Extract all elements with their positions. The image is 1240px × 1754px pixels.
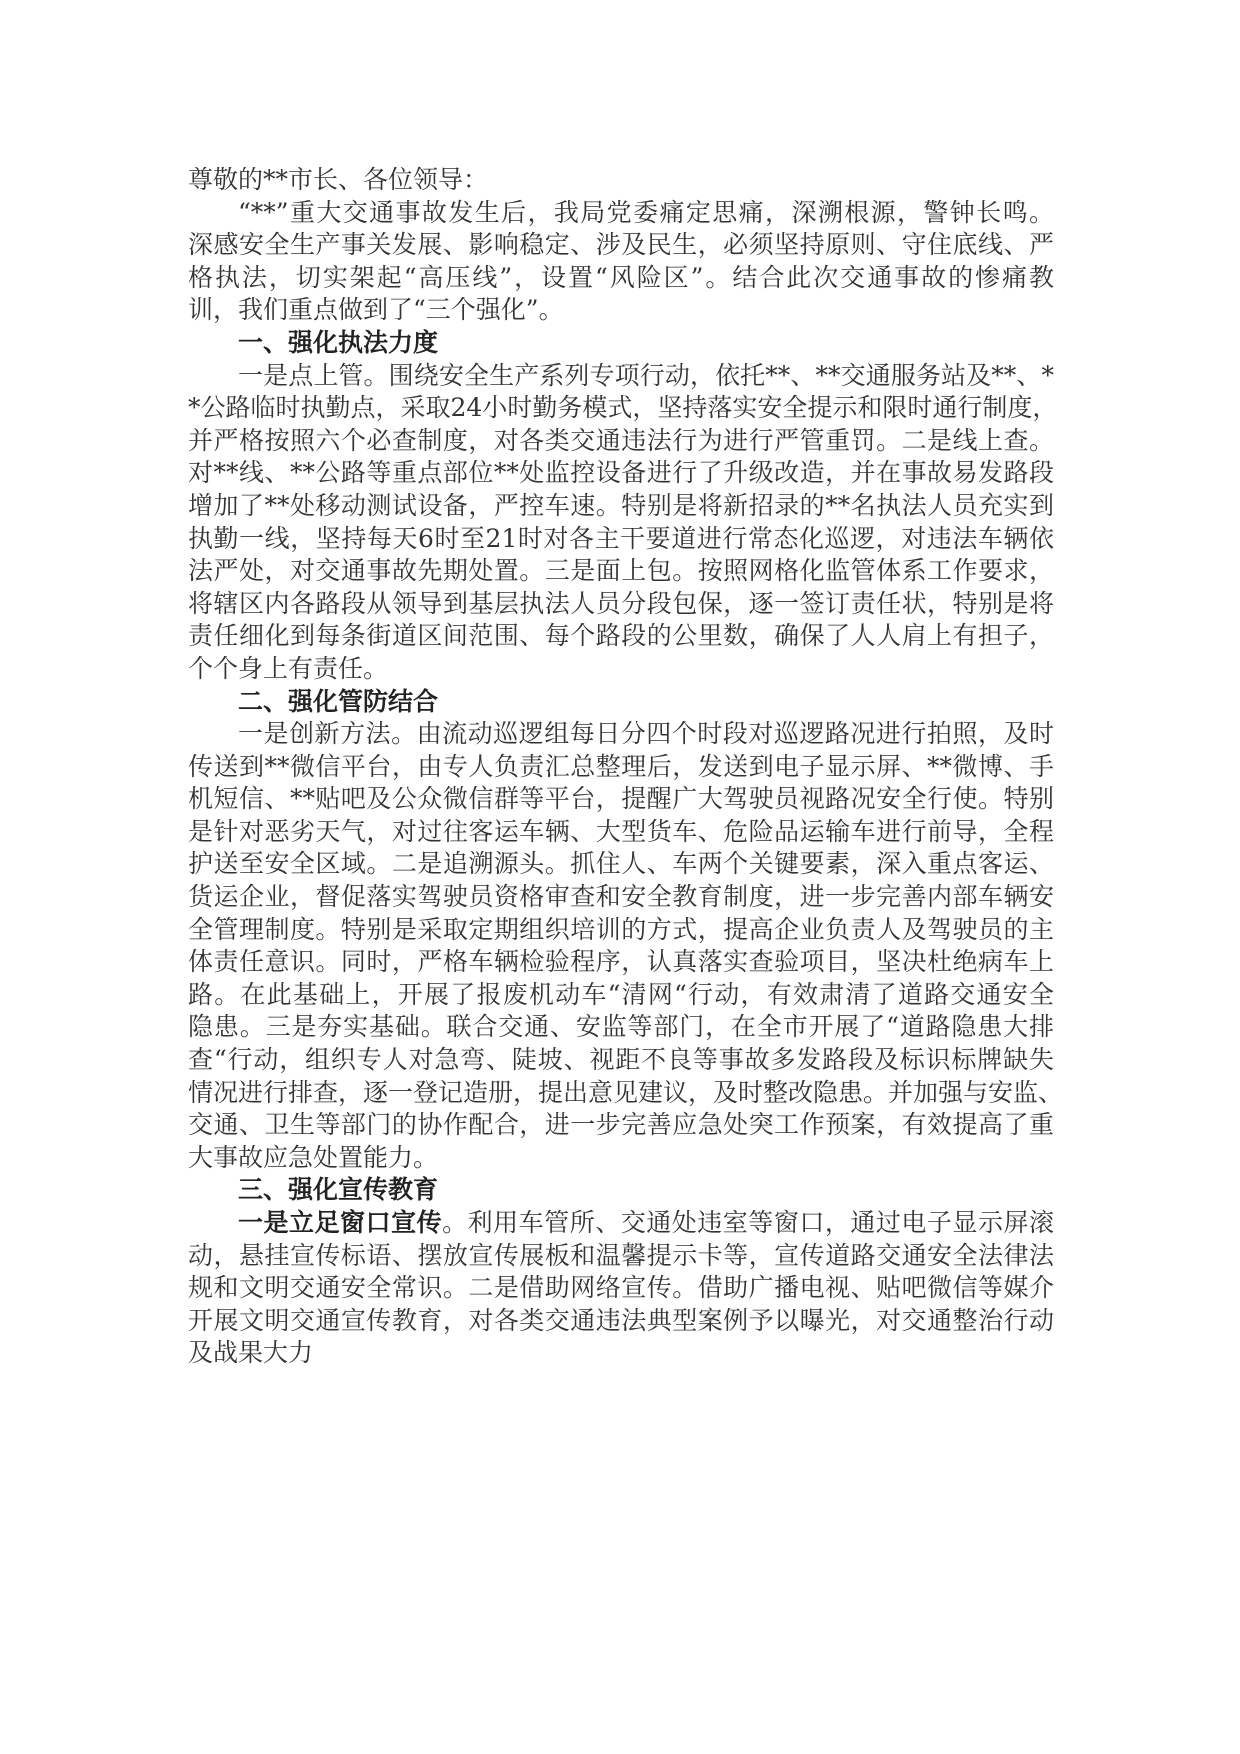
- text-line: [188, 816, 1054, 849]
- line-text: 二、强化管防结合: [238, 686, 439, 716]
- text-line: [188, 914, 1054, 947]
- text-line: [188, 1109, 1054, 1142]
- text-line: [188, 751, 1054, 784]
- text-line: [188, 1207, 1054, 1240]
- text-line: [188, 620, 1054, 653]
- line-text: 并严格按照六个必查制度，对各类交通违法行为进行严管重罚。二是线上查。: [188, 425, 1054, 455]
- text-line: [188, 392, 1058, 425]
- text-line: [188, 457, 1054, 490]
- line-text: 隐患。三是夯实基础。联合交通、安监等部门，在全市开展了“道路隐患大排: [188, 1012, 1054, 1042]
- line-text: 执勤一线，坚持每天6时至21时对各主干要道进行常态化巡逻，对违法车辆依: [188, 523, 1054, 553]
- line-text: 情况进行排查，逐一登记造册，提出意见建议，及时整改隐患。并加强与安监、: [188, 1077, 1064, 1107]
- line-text: 格执法，切实架起“高压线”，设置“风险区”。结合此次交通事故的惨痛教: [188, 262, 1054, 292]
- text-line: [188, 490, 1054, 523]
- line-text: *公路临时执勤点，采取24小时勤务模式，坚持落实安全提示和限时通行制度，: [188, 393, 1058, 423]
- text-line: [188, 1044, 1054, 1077]
- line-text: 全管理制度。特别是采取定期组织培训的方式，提高企业负责人及驾驶员的主: [188, 914, 1054, 944]
- text-line: [188, 718, 1054, 751]
- line-text: 交通、卫生等部门的协作配合，进一步完善应急处突工作预案，有效提高了重: [188, 1110, 1054, 1140]
- text-line: [188, 946, 1054, 979]
- text-line: [188, 848, 1054, 881]
- line-text: 路。在此基础上，开展了报废机动车“清网“行动，有效肃清了道路交通安全: [188, 979, 1054, 1009]
- paragraph: [188, 197, 1054, 327]
- line-text: 规和文明交通安全常识。二是借助网络宣传。借助广播电视、贴吧微信等媒介: [188, 1273, 1054, 1303]
- text-line: [188, 327, 1054, 360]
- text-line: [188, 294, 1054, 327]
- line-text: 及战果大力: [188, 1338, 314, 1368]
- paragraph: [188, 360, 1058, 686]
- text-line: [188, 1077, 1064, 1110]
- text-line: [188, 1305, 1054, 1338]
- line-text: 法严处，对交通事故先期处置。三是面上包。按照网格化监管体系工作要求，: [188, 556, 1054, 586]
- text-line: [188, 686, 1054, 719]
- text-line: [188, 588, 1054, 621]
- line-text: 三、强化宣传教育: [238, 1175, 439, 1205]
- text-line: [188, 262, 1054, 295]
- line-text: 尊敬的**市长、各位领导：: [188, 165, 489, 194]
- line-text: 货运企业，督促落实驾驶员资格审查和安全教育制度，进一步完善内部车辆安: [188, 882, 1054, 912]
- text-line: [188, 1337, 1054, 1370]
- paragraph: [188, 718, 1064, 1174]
- line-text: 深感安全生产事关发展、影响稳定、涉及民生，必须坚持原则、守住底线、严: [188, 230, 1054, 260]
- text-line: [188, 1011, 1054, 1044]
- line-text: 大事故应急处置能力。: [188, 1142, 439, 1172]
- line-text: 一是点上管。围绕安全生产系列专项行动，依托**、**交通服务站及**、*: [238, 360, 1054, 390]
- line-text: 责任细化到每条街道区间范围、每个路段的公里数，确保了人人肩上有担子，: [188, 621, 1054, 651]
- text-line: [188, 653, 1054, 686]
- line-text: 是针对恶劣天气，对过往客运车辆、大型货车、危险品运输车进行前导，全程: [188, 816, 1054, 846]
- line-text: 动，悬挂宣传标语、摆放宣传展板和温馨提示卡等，宣传道路交通安全法律法: [188, 1240, 1054, 1270]
- text-line: [188, 164, 1054, 197]
- line-text: 个个身上有责任。: [188, 653, 389, 683]
- section-heading: [188, 1174, 1054, 1207]
- text-line: [188, 1142, 1054, 1175]
- text-line: [188, 1240, 1054, 1273]
- salutation: [188, 164, 1054, 197]
- line-text: 护送至安全区域。二是追溯源头。抓住人、车两个关键要素，深入重点客运、: [188, 849, 1054, 879]
- line-text: 一、强化执法力度: [238, 327, 439, 357]
- section-heading: [188, 327, 1054, 360]
- line-text: 查“行动，组织专人对急弯、陡坡、视距不良等事故多发路段及标识标牌缺失: [188, 1045, 1054, 1075]
- line-text: 体责任意识。同时，严格车辆检验程序，认真落实查验项目，坚决杜绝病车上: [188, 947, 1054, 977]
- line-text: 增加了**处移动测试设备，严控车速。特别是将新招录的**名执法人员充实到: [188, 490, 1054, 520]
- paragraph: [188, 1207, 1054, 1370]
- line-text: 将辖区内各路段从领导到基层执法人员分段包保，逐一签订责任状，特别是将: [188, 588, 1054, 618]
- text-line: [188, 783, 1054, 816]
- bold-lead: 一是立足窗口宣传: [238, 1208, 443, 1237]
- line-text: “**”重大交通事故发生后，我局党委痛定思痛，深溯根源，警钟长鸣。: [238, 197, 1054, 227]
- line-text: 一是创新方法。由流动巡逻组每日分四个时段对巡逻路况进行拍照，及时: [238, 719, 1054, 749]
- line-text: 对**线、**公路等重点部位**处监控设备进行了升级改造，并在事故易发路段: [188, 458, 1054, 488]
- text-line: [188, 881, 1054, 914]
- text-line: [188, 360, 1054, 393]
- text-line: [188, 229, 1054, 262]
- text-line: [188, 523, 1054, 556]
- section-heading: [188, 686, 1054, 719]
- text-line: [188, 555, 1054, 588]
- line-text: 传送到**微信平台，由专人负责汇总整理后，发送到电子显示屏、**微博、手: [188, 751, 1054, 781]
- document-body: [188, 164, 1064, 1370]
- text-line: [188, 1272, 1054, 1305]
- text-line: [188, 979, 1054, 1012]
- text-line: [188, 1174, 1054, 1207]
- line-text: 机短信、**贴吧及公众微信群等平台，提醒广大驾驶员视路况安全行使。特别: [188, 784, 1054, 814]
- text-line: [188, 425, 1054, 458]
- text-line: [188, 197, 1054, 230]
- line-text: 。利用车管所、交通处违室等窗口，通过电子显示屏滚: [442, 1208, 1054, 1237]
- line-text: 开展文明交通宣传教育，对各类交通违法典型案例予以曝光，对交通整治行动: [188, 1305, 1054, 1335]
- line-text: 训，我们重点做到了“三个强化”。: [188, 295, 564, 325]
